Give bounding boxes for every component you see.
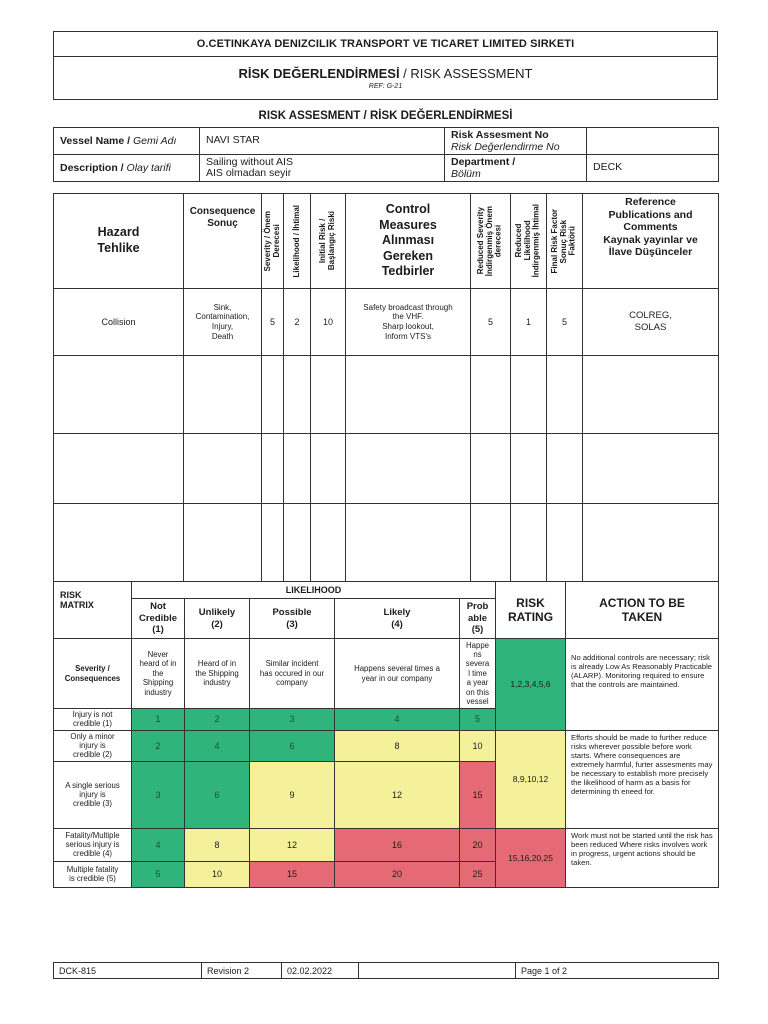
severity-header: Severity / Önem Derecesi bbox=[262, 194, 284, 289]
matrix-cell: 5 bbox=[132, 861, 185, 887]
revision: Revision 2 bbox=[202, 963, 282, 979]
severity-cell: 5 bbox=[262, 289, 284, 356]
page-number: Page 1 of 2 bbox=[516, 963, 719, 979]
document-title-tr: RİSK DEĞERLENDİRMESİ bbox=[238, 66, 400, 81]
matrix-cell: 6 bbox=[250, 730, 335, 761]
initial-risk-cell: 10 bbox=[311, 289, 346, 356]
matrix-cell: 15 bbox=[460, 761, 496, 828]
action-low: No additional controls are necessary; risk is already Low As Reasonably Practicable (ALARP). Monitoring required to ensure that the controls are maintained. bbox=[566, 639, 719, 731]
document-title bbox=[54, 66, 717, 81]
matrix-cell: 5 bbox=[460, 709, 496, 731]
severity-level-5: Multiple fatality is credible (5) bbox=[54, 861, 132, 887]
matrix-cell: 6 bbox=[185, 761, 250, 828]
consequence-cell: Sink, Contamination, Injury, Death bbox=[184, 289, 262, 356]
reduced-likelihood-header: Reduced Likelihood İndirgenmiş İhtimal bbox=[511, 194, 547, 289]
risk-rating-header: RISK RATING bbox=[496, 582, 566, 639]
document-footer bbox=[53, 962, 719, 979]
document-title-cell bbox=[54, 57, 718, 100]
reference-code: REF: G-21 bbox=[368, 83, 403, 90]
severity-header: Severity / Consequences bbox=[54, 639, 132, 709]
likelihood-level-1: Not Credible (1) bbox=[132, 599, 185, 639]
matrix-cell: 10 bbox=[185, 861, 250, 887]
matrix-cell: 1 bbox=[132, 709, 185, 731]
initial-risk-header: Initial Risk / Başlangıç Riski bbox=[311, 194, 346, 289]
severity-level-3: A single serious injury is credible (3) bbox=[54, 761, 132, 828]
likelihood-cell: 2 bbox=[284, 289, 311, 356]
reduced-likelihood-cell: 1 bbox=[511, 289, 547, 356]
likelihood-level-4: Likely (4) bbox=[335, 599, 460, 639]
footer-blank bbox=[359, 963, 516, 979]
matrix-cell: 8 bbox=[185, 828, 250, 861]
form-code: DCK-815 bbox=[54, 963, 202, 979]
rating-high: 15,16,20,25 bbox=[496, 828, 566, 887]
document-header bbox=[53, 31, 718, 100]
likelihood-level-2: Unlikely (2) bbox=[185, 599, 250, 639]
final-risk-cell: 5 bbox=[547, 289, 583, 356]
table-row bbox=[54, 289, 719, 356]
table-row-empty bbox=[54, 504, 719, 582]
rating-low: 1,2,3,4,5,6 bbox=[496, 639, 566, 731]
severity-row-2 bbox=[54, 730, 719, 761]
risk-matrix bbox=[53, 581, 719, 888]
assessment-no-value bbox=[587, 128, 719, 155]
matrix-cell: 2 bbox=[132, 730, 185, 761]
severity-row-4 bbox=[54, 828, 719, 861]
final-risk-header: Final Risk Factor Sonuç Risk Faktörü bbox=[547, 194, 583, 289]
severity-level-1: Injury is not credible (1) bbox=[54, 709, 132, 731]
document-title-en: RISK ASSESSMENT bbox=[410, 66, 533, 81]
section-title: RISK ASSESMENT / RİSK DEĞERLENDİRMESİ bbox=[258, 110, 513, 122]
severity-level-4: Fatality/Multiple serious injury is credible (4) bbox=[54, 828, 132, 861]
matrix-cell: 12 bbox=[335, 761, 460, 828]
matrix-cell: 4 bbox=[185, 730, 250, 761]
department-label: Department / Bölüm bbox=[445, 155, 587, 182]
table-row-empty bbox=[54, 434, 719, 504]
likelihood-title: LIKELIHOOD bbox=[132, 582, 496, 599]
action-header: ACTION TO BE TAKEN bbox=[566, 582, 719, 639]
action-high: Work must not be started until the risk has been reduced Where risks involves work in progress, urgent actions should be taken. bbox=[566, 828, 719, 887]
likelihood-desc-4: Happens several times a year in our company bbox=[335, 639, 460, 709]
rating-medium: 8,9,10,12 bbox=[496, 730, 566, 828]
severity-level-2: Only a minor injury is credible (2) bbox=[54, 730, 132, 761]
reference-header: Reference Publications and Comments Kaynak yayınlar ve İlave Düşünceler bbox=[583, 194, 719, 289]
vessel-name-value: NAVI STAR bbox=[200, 128, 445, 155]
matrix-cell: 20 bbox=[460, 828, 496, 861]
matrix-cell: 16 bbox=[335, 828, 460, 861]
reduced-severity-cell: 5 bbox=[471, 289, 511, 356]
risk-matrix-label: RISK MATRIX bbox=[54, 582, 132, 639]
reference-cell: COLREG, SOLAS bbox=[583, 289, 719, 356]
matrix-cell: 15 bbox=[250, 861, 335, 887]
action-medium: Efforts should be made to further reduce risks wherever possible before work starts. Where consequences are extremely harmful, furter assesments may be necessary to establish more precisely the likelihood of harm as a basis for determining th eneed for. bbox=[566, 730, 719, 828]
matrix-cell: 2 bbox=[185, 709, 250, 731]
consequence-header: Consequence Sonuç bbox=[184, 194, 262, 289]
likelihood-desc-2: Heard of in the Shipping industry bbox=[185, 639, 250, 709]
likelihood-level-5: Prob able (5) bbox=[460, 599, 496, 639]
matrix-cell: 3 bbox=[132, 761, 185, 828]
revision-date: 02.02.2022 bbox=[282, 963, 359, 979]
likelihood-header: Likelihood / İhtimal bbox=[284, 194, 311, 289]
reduced-severity-header: Reduced Severity İndirgenmiş Önem derecesi bbox=[471, 194, 511, 289]
matrix-cell: 4 bbox=[335, 709, 460, 731]
matrix-cell: 3 bbox=[250, 709, 335, 731]
assessment-table bbox=[53, 193, 719, 582]
department-value: DECK bbox=[587, 155, 719, 182]
description-value: Sailing without AIS AIS olmadan seyir bbox=[200, 155, 445, 182]
assessment-no-label: Risk Assesment No Risk Değerlendirme No bbox=[445, 128, 587, 155]
matrix-cell: 12 bbox=[250, 828, 335, 861]
matrix-cell: 25 bbox=[460, 861, 496, 887]
description-label: Description / Olay tarifi bbox=[54, 155, 200, 182]
control-measures-cell: Safety broadcast through the VHF. Sharp lookout, Inform VTS's bbox=[346, 289, 471, 356]
vessel-name-label: Vessel Name / Gemi Adı bbox=[54, 128, 200, 155]
control-measures-header: Control Measures Alınması Gereken Tedbirler bbox=[346, 194, 471, 289]
table-row-empty bbox=[54, 356, 719, 434]
hazard-header: Hazard Tehlike bbox=[54, 194, 184, 289]
matrix-cell: 20 bbox=[335, 861, 460, 887]
matrix-cell: 4 bbox=[132, 828, 185, 861]
title-separator: / bbox=[399, 66, 411, 81]
vessel-info-table bbox=[53, 127, 719, 182]
hazard-cell: Collision bbox=[54, 289, 184, 356]
matrix-cell: 8 bbox=[335, 730, 460, 761]
likelihood-desc-1: Never heard of in the Shipping industry bbox=[132, 639, 185, 709]
matrix-cell: 10 bbox=[460, 730, 496, 761]
matrix-cell: 9 bbox=[250, 761, 335, 828]
likelihood-level-3: Possible (3) bbox=[250, 599, 335, 639]
likelihood-desc-3: Similar incident has occured in our company bbox=[250, 639, 335, 709]
company-name: O.CETINKAYA DENIZCILIK TRANSPORT VE TICARET LIMITED SIRKETI bbox=[54, 32, 718, 57]
likelihood-desc-5: Happe ns severa l time a year on this vessel bbox=[460, 639, 496, 709]
